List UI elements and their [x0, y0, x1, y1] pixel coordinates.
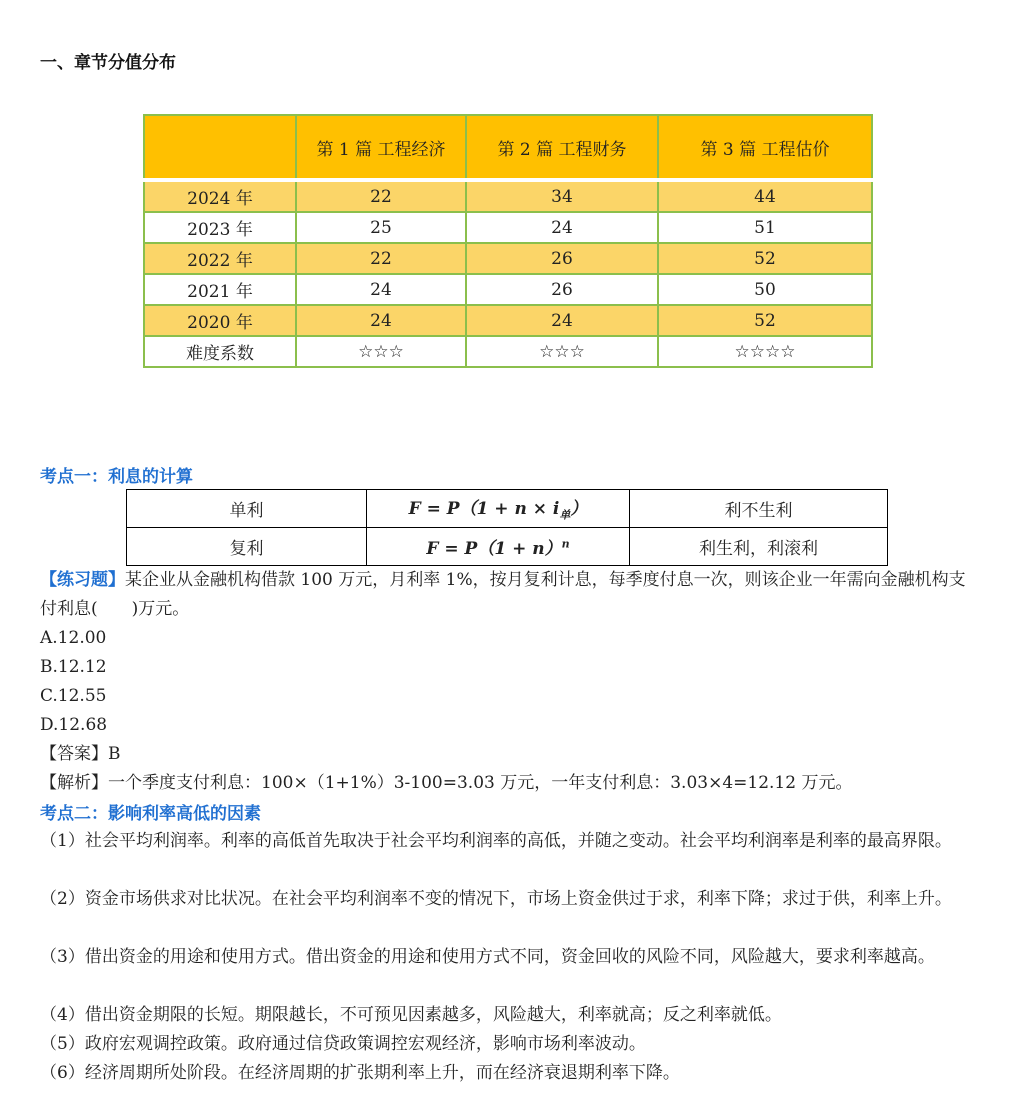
- score-cell: 22: [296, 180, 466, 212]
- difficulty-stars: ☆☆☆☆: [658, 336, 872, 367]
- factor-item: （6）经济周期所处阶段。在经济周期的扩张期利率上升，而在经济衰退期利率下降。: [40, 1063, 680, 1083]
- score-distribution-table: [143, 114, 873, 368]
- point1-title: 考点一：利息的计算: [40, 467, 193, 487]
- score-cell: 24: [466, 212, 658, 243]
- table-row: [144, 212, 872, 243]
- score-cell: 52: [658, 243, 872, 274]
- option-d: D.12.68: [40, 715, 108, 735]
- year-cell: 2023 年: [144, 212, 296, 243]
- score-cell: 44: [658, 180, 872, 212]
- factor-item: （5）政府宏观调控政策。政府通过信贷政策调控宏观经济，影响市场利率波动。: [40, 1034, 646, 1054]
- factor-item: （4）借出资金期限的长短。期限越长，不可预见因素越多，风险越大，利率就高；反之利率就低。: [40, 1005, 782, 1025]
- interest-table: [126, 489, 888, 566]
- interest-description: 利生利，利滚利: [630, 528, 888, 566]
- year-cell: 2024 年: [144, 180, 296, 212]
- table-row: [144, 274, 872, 305]
- header-cell-empty: [144, 115, 296, 180]
- score-cell: 26: [466, 274, 658, 305]
- score-cell: 24: [466, 305, 658, 336]
- score-cell: 22: [296, 243, 466, 274]
- year-cell: 2020 年: [144, 305, 296, 336]
- table-row: [144, 180, 872, 212]
- header-cell-part3: 第 3 篇 工程估价: [658, 115, 872, 180]
- simple-interest-formula: $F = P(1 + n \times i_单)$: [367, 490, 630, 528]
- factor-item: （1）社会平均利润率。利率的高低首先取决于社会平均利润率的高低，并随之变动。社会平均利润率是利率的最高界限。: [40, 831, 952, 851]
- score-cell: 26: [466, 243, 658, 274]
- option-b: B.12.12: [40, 657, 107, 677]
- option-a: A.12.00: [40, 628, 107, 648]
- interest-type: 单利: [127, 490, 367, 528]
- point2-title: 考点二：影响利率高低的因素: [40, 804, 261, 824]
- score-cell: 34: [466, 180, 658, 212]
- compound-interest-formula: $F = P(1 + n)^n$: [367, 528, 630, 566]
- header-cell-part2: 第 2 篇 工程财务: [466, 115, 658, 180]
- analysis-line: 【解析】一个季度支付利息：100×（1+1%）3-100=3.03 万元，一年支付利息：3.03×4=12.12 万元。: [40, 773, 853, 793]
- header-cell-part1: 第 1 篇 工程经济: [296, 115, 466, 180]
- option-c: C.12.55: [40, 686, 107, 706]
- answer-line: 【答案】B: [40, 744, 121, 764]
- score-cell: 52: [658, 305, 872, 336]
- year-cell: 2022 年: [144, 243, 296, 274]
- difficulty-stars: ☆☆☆: [296, 336, 466, 367]
- table-header-row: [144, 115, 872, 180]
- interest-description: 利不生利: [630, 490, 888, 528]
- section-title: 一、章节分值分布: [40, 53, 176, 73]
- table-row: [144, 305, 872, 336]
- year-cell: 2021 年: [144, 274, 296, 305]
- simple-interest-row: [127, 490, 888, 528]
- factor-item: （2）资金市场供求对比状况。在社会平均利润率不变的情况下，市场上资金供过于求，利率下降；求过于供，利率上升。: [40, 889, 952, 909]
- score-cell: 50: [658, 274, 872, 305]
- interest-type: 复利: [127, 528, 367, 566]
- score-cell: 24: [296, 305, 466, 336]
- table-row: [144, 243, 872, 274]
- difficulty-stars: ☆☆☆: [466, 336, 658, 367]
- compound-interest-row: [127, 528, 888, 566]
- exercise-question: 【练习题】某企业从金融机构借款 100 万元，月利率 1%，按月复利计息，每季度付息一次，则该企业一年需向金融机构支付利息( )万元。: [40, 570, 966, 619]
- difficulty-label: 难度系数: [144, 336, 296, 367]
- score-cell: 25: [296, 212, 466, 243]
- score-cell: 51: [658, 212, 872, 243]
- difficulty-row: [144, 336, 872, 367]
- score-cell: 24: [296, 274, 466, 305]
- factor-item: （3）借出资金的用途和使用方式。借出资金的用途和使用方式不同，资金回收的风险不同，风险越大，要求利率越高。: [40, 947, 935, 967]
